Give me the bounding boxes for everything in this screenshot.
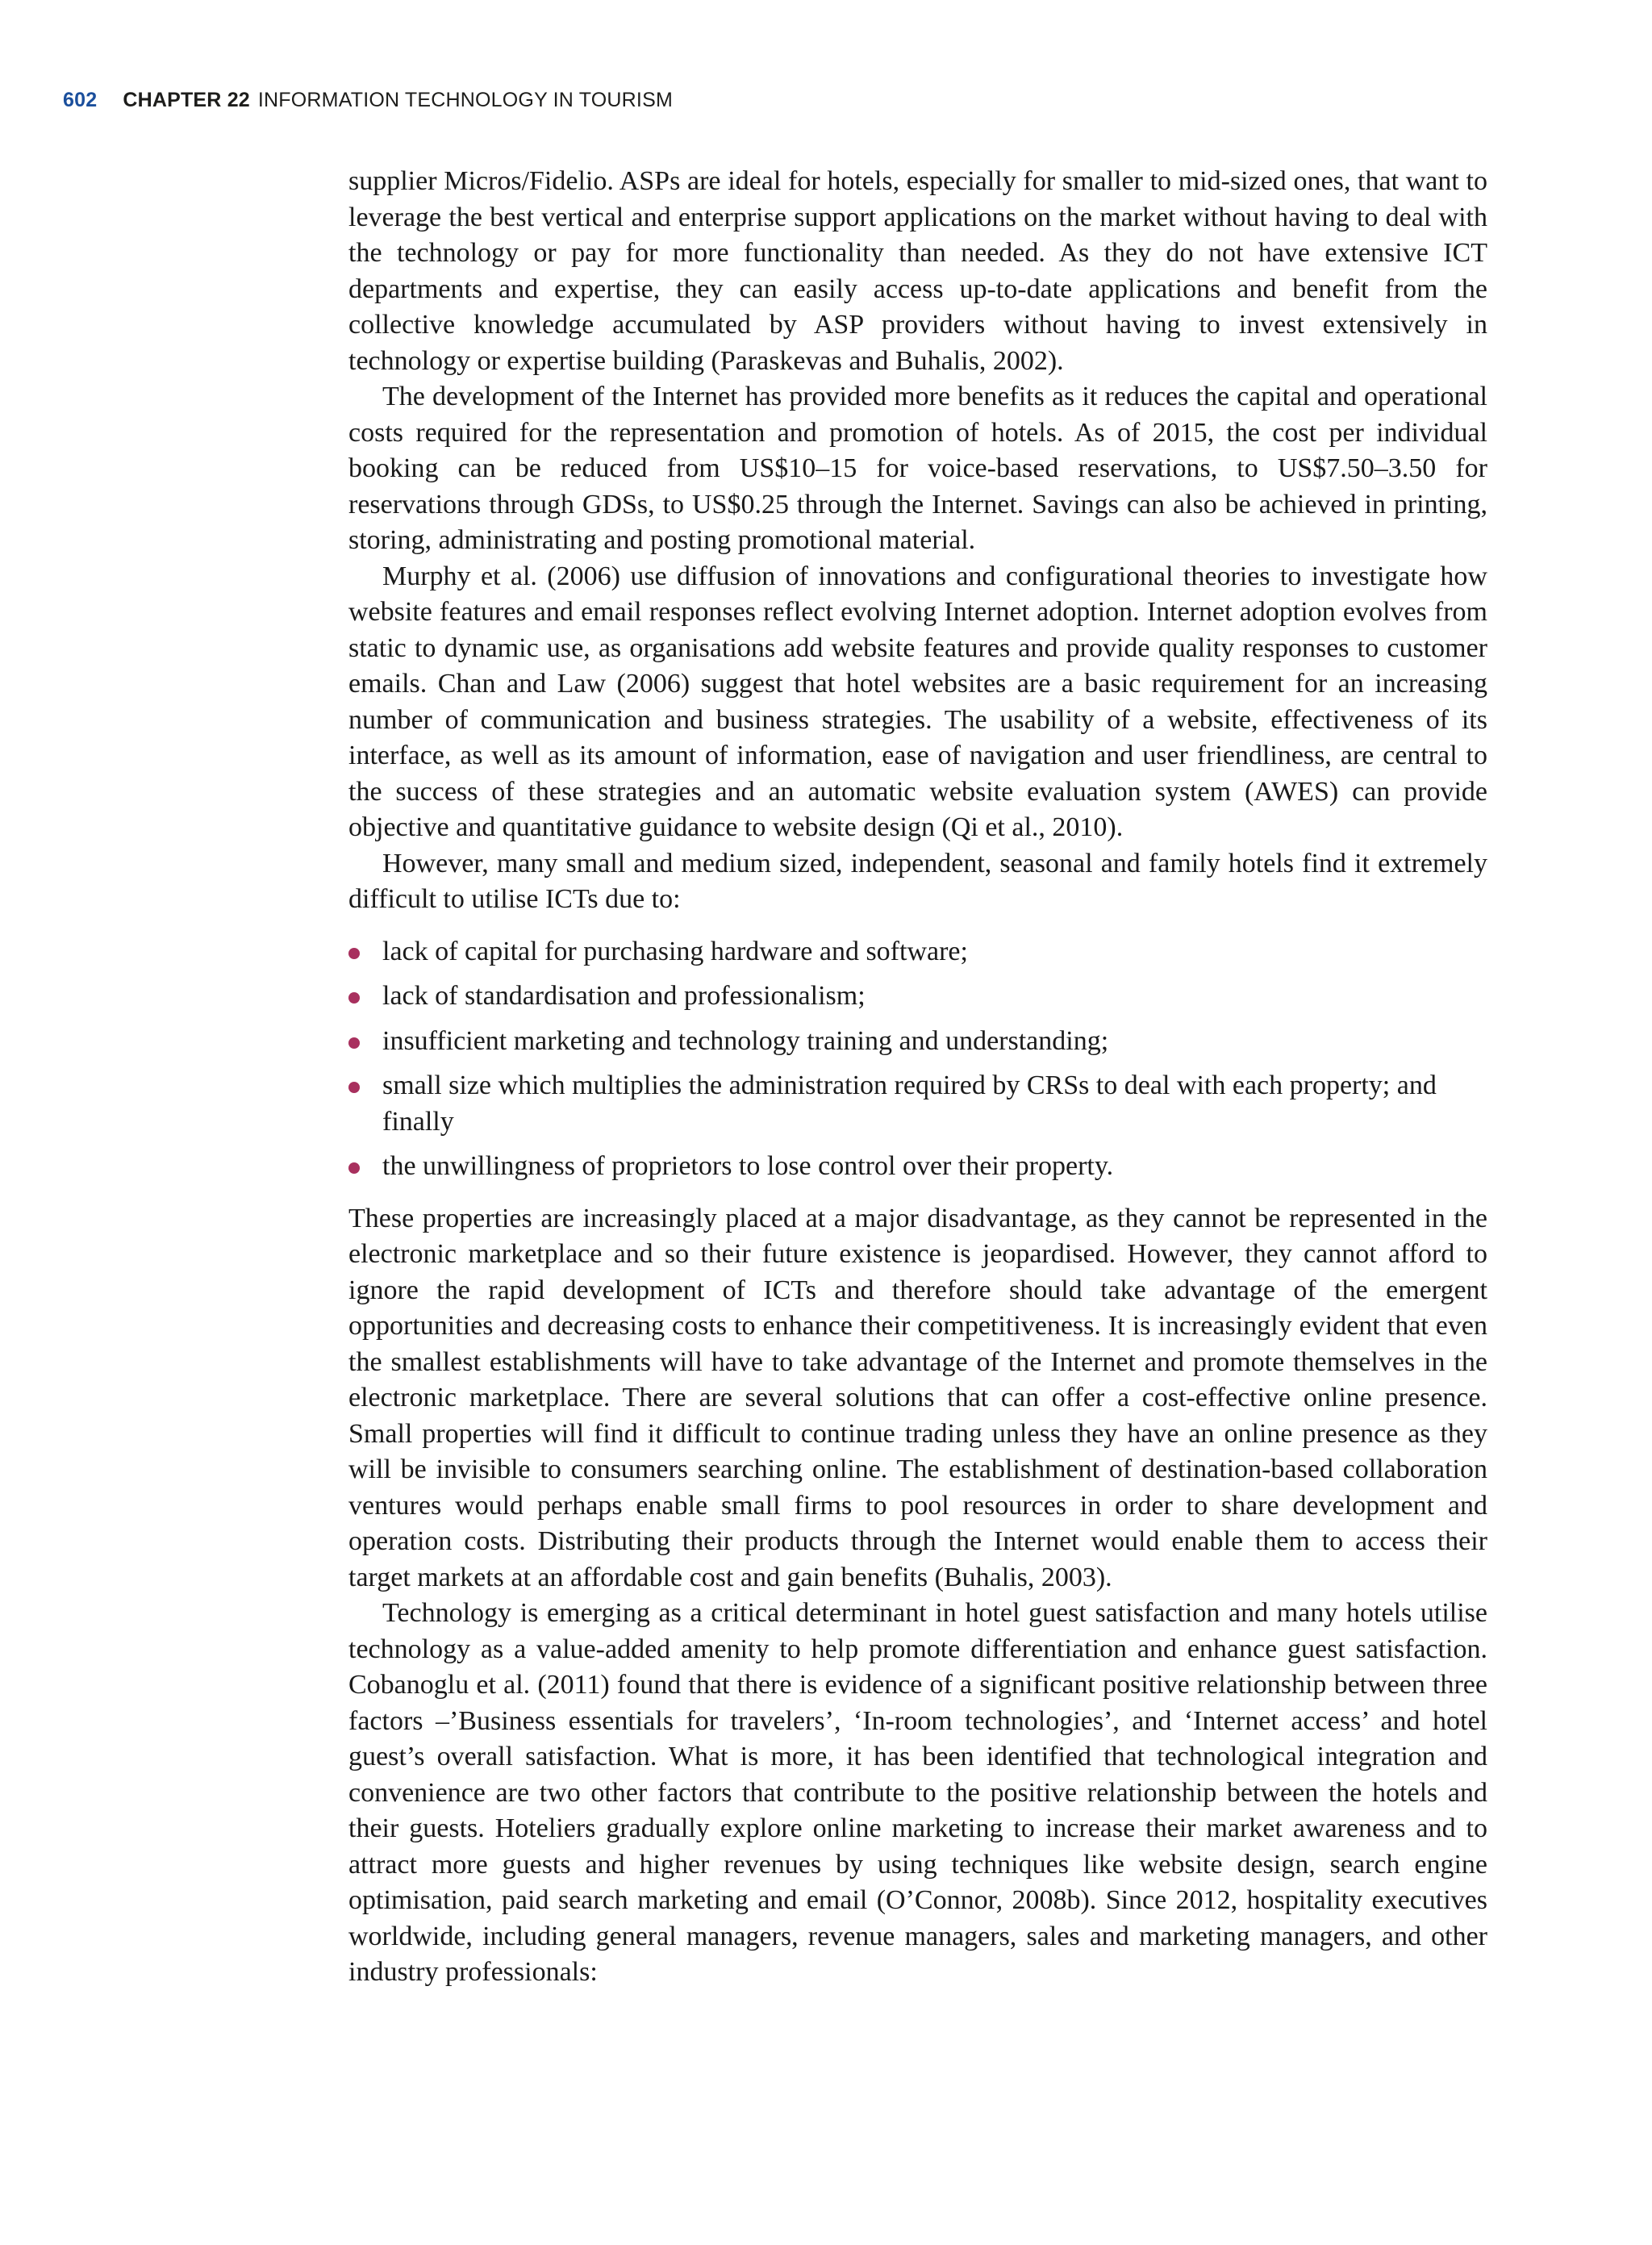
body-text [348, 164, 1487, 1991]
paragraph: However, many small and medium sized, independent, seasonal and family hotels find it extremely difficult to utilise ICTs due to: [348, 848, 1487, 914]
chapter-label: CHAPTER 22 [123, 89, 250, 111]
list-item [348, 1149, 1487, 1185]
bullet-icon [348, 1037, 360, 1049]
list-item [348, 1068, 1487, 1140]
list-item-text: small size which multiplies the administration required by CRSs to deal with each property; and finally [382, 1070, 1437, 1137]
list-item [348, 934, 1487, 970]
list-item-text: lack of standardisation and professionalism; [382, 981, 866, 1011]
paragraph: Murphy et al. (2006) use diffusion of innovations and configurational theories to investigate how website features and email responses reflect evolving Internet adoption. Internet adoption evolves from static to dynamic use, as organisations add website features and provide quality responses to customer emails. Chan and Law (2006) suggest that hotel websites are a basic requirement for an increasing number of communication and business strategies. The usability of a website, effectiveness of its interface, as well as its amount of information, ease of navigation and user friendliness, are central to the success of these strategies and an automatic website evaluation system (AWES) can provide objective and quantitative guidance to website design (Qi et al., 2010). [348, 561, 1487, 842]
paragraph: supplier Micros/Fidelio. ASPs are ideal for hotels, especially for smaller to mid-sized ones, that want to leverage the best vertical and enterprise support applications on the market without having to deal with the technology or pay for more functionality than needed. As they do not have extensive ICT departments and expertise, they can easily access up-to-date applications and benefit from the collective knowledge accumulated by ASP providers without having to invest extensively in technology or expertise building (Paraskevas and Buhalis, 2002). [348, 166, 1487, 376]
bullet-icon [348, 1162, 360, 1174]
list-item [348, 979, 1487, 1015]
chapter-title: INFORMATION TECHNOLOGY IN TOURISM [257, 89, 673, 111]
bullet-icon [348, 992, 360, 1004]
list-item-text: lack of capital for purchasing hardware and software; [382, 936, 968, 966]
list-item-text: insufficient marketing and technology training and understanding; [382, 1025, 1109, 1056]
list-item-text: the unwillingness of proprietors to lose control over their property. [382, 1151, 1114, 1181]
page-number: 602 [63, 89, 98, 111]
bullet-icon [348, 1082, 360, 1093]
paragraph: The development of the Internet has provided more benefits as it reduces the capital and operational costs required for the representation and promotion of hotels. As of 2015, the cost per individual booking can be reduced from US$10–15 for voice-based reservations, to US$7.50–3.50 for reservations through GDSs, to US$0.25 through the Internet. Savings can also be achieved in printing, storing, administrating and posting promotional material. [348, 382, 1487, 555]
bullet-icon [348, 948, 360, 959]
running-head [63, 89, 673, 112]
bullet-list [348, 934, 1487, 1185]
list-item [348, 1024, 1487, 1060]
paragraph: Technology is emerging as a critical determinant in hotel guest satisfaction and many hotels utilise technology as a value-added amenity to help promote differentiation and enhance guest satisfaction. Cobanoglu et al. (2011) found that there is evidence of a significant positive relationship between three factors –’Business essentials for travelers’, ‘In-room technologies’, and ‘Internet access’ and hotel guest’s overall satisfaction. What is more, it has been identified that technological integration and convenience are two other factors that contribute to the positive relationship between the hotels and their guests. Hoteliers gradually explore online marketing to increase their market awareness and to attract more guests and higher revenues by using techniques like website design, search engine optimisation, paid search marketing and email (O’Connor, 2008b). Since 2012, hospitality executives worldwide, including general managers, revenue managers, sales and marketing managers, and other industry professionals: [348, 1598, 1487, 1987]
paragraph: These properties are increasingly placed at a major disadvantage, as they cannot be represented in the electronic marketplace and so their future existence is jeopardised. However, they cannot afford to ignore the rapid development of ICTs and therefore should take advantage of the emergent opportunities and decreasing costs to enhance their competitiveness. It is increasingly evident that even the smallest establishments will have to take advantage of the Internet and promote themselves in the electronic marketplace. There are several solutions that can offer a cost-effective online presence. Small properties will find it difficult to continue trading unless they have an online presence as they will be invisible to consumers searching online. The establishment of destination-based collaboration ventures would perhaps enable small firms to pool resources in order to share development and operation costs. Distributing their products through the Internet would enable them to access their target markets at an affordable cost and gain benefits (Buhalis, 2003). [348, 1203, 1487, 1592]
